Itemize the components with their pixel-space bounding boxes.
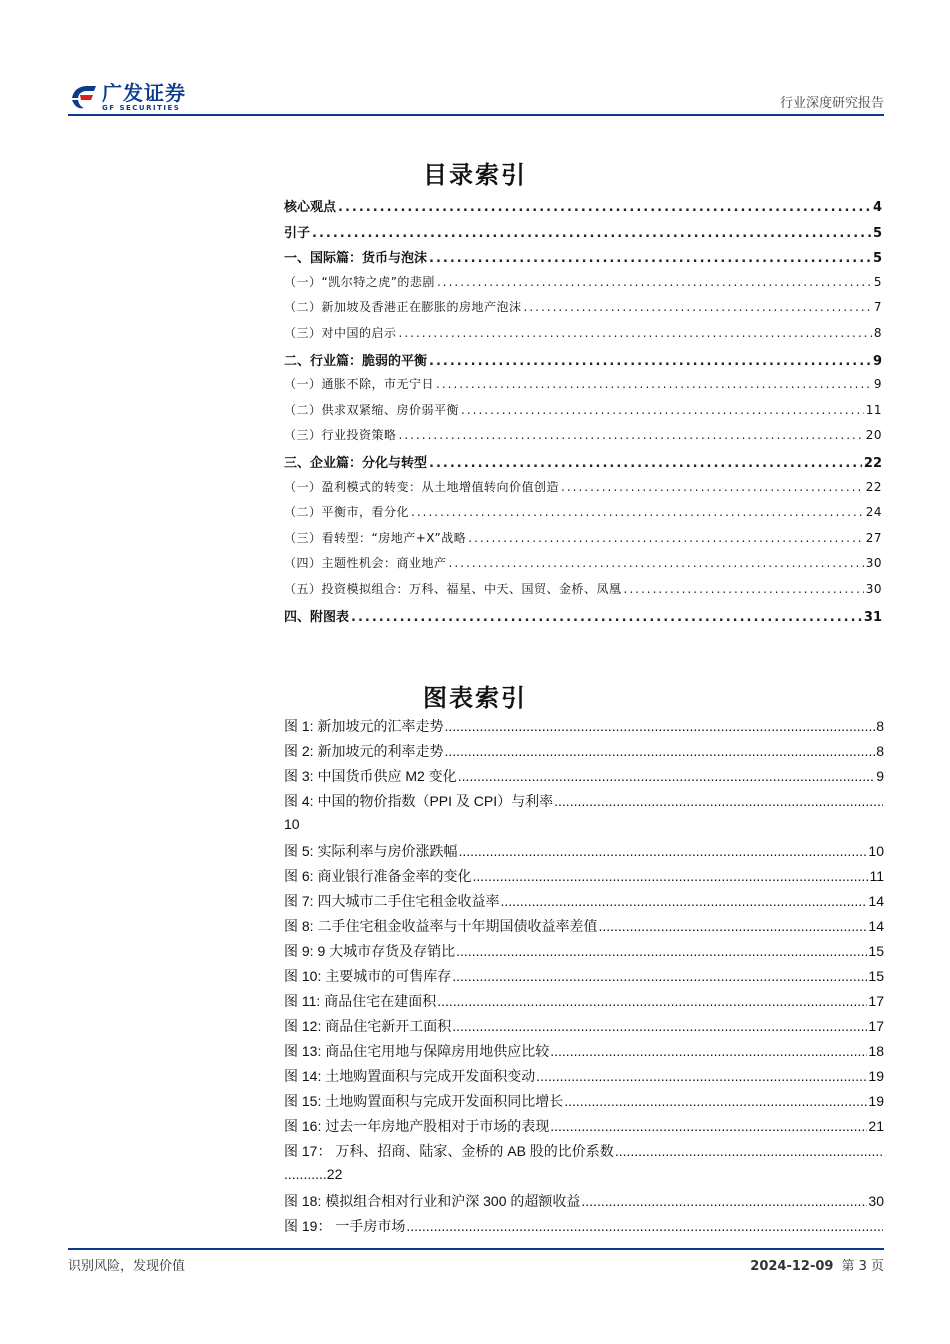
toc-leader-dots xyxy=(429,251,871,266)
toc-leader-dots xyxy=(468,531,863,545)
figure-leader-dots xyxy=(437,993,867,1009)
toc-entry-page: 24 xyxy=(865,505,882,520)
figure-entry[interactable] xyxy=(284,841,884,866)
footer-date: 2024-12-09 xyxy=(750,1259,834,1274)
toc-entry-page: 7 xyxy=(873,300,882,315)
figure-entry[interactable] xyxy=(284,1116,884,1141)
figure-leader-dots xyxy=(452,968,867,984)
toc-entry-page: 9 xyxy=(873,377,882,392)
figure-leader-dots xyxy=(444,743,875,759)
figure-entry[interactable] xyxy=(284,766,884,791)
toc-entry-page: 5 xyxy=(872,225,882,241)
toc-entry[interactable] xyxy=(284,298,882,324)
figure-leader-dots xyxy=(615,1143,883,1159)
figure-entry-title: 图 1: 新加坡元的汇率走势 xyxy=(284,718,444,734)
gf-logo-icon xyxy=(68,82,98,112)
footer-page-info xyxy=(750,1255,884,1274)
toc-leader-dots xyxy=(399,326,872,340)
toc-entry-page: 4 xyxy=(872,200,882,215)
toc-entry-page: 22 xyxy=(863,455,882,471)
toc-entry[interactable] xyxy=(284,247,882,273)
header-divider xyxy=(68,114,884,116)
figure-entry-title: 图 15: 土地购置面积与完成开发面积同比增长 xyxy=(284,1093,564,1109)
figure-entry[interactable] xyxy=(284,966,884,991)
toc-entry[interactable] xyxy=(284,324,882,350)
figure-entry-page: 30 xyxy=(868,1193,884,1209)
figure-entry[interactable] xyxy=(284,1191,884,1216)
figure-entry-title: 图 14: 土地购置面积与完成开发面积变动 xyxy=(284,1068,536,1084)
toc-leader-dots xyxy=(312,226,871,241)
company-logo xyxy=(68,80,186,114)
toc-entry-page: 8 xyxy=(873,325,882,340)
figure-entry-page: 21 xyxy=(868,1118,884,1134)
footer-slogan: 识别风险，发现价值 xyxy=(68,1259,186,1274)
table-of-contents xyxy=(284,196,882,631)
figure-entry[interactable] xyxy=(284,716,884,741)
footer-divider xyxy=(68,1248,884,1250)
toc-leader-dots xyxy=(624,582,864,596)
figure-entry-title: 图 10: 主要城市的可售库存 xyxy=(284,968,452,984)
toc-entry-title: 三、企业篇：分化与转型 xyxy=(284,455,428,471)
toc-entry[interactable] xyxy=(284,580,882,606)
toc-entry[interactable] xyxy=(284,606,882,632)
figure-entry-title: 图 5: 实际利率与房价涨跌幅 xyxy=(284,843,458,859)
footer-page-number: 第 3 页 xyxy=(841,1259,884,1274)
figure-leader-dots xyxy=(550,1118,867,1134)
toc-entry-title: 一、国际篇：货币与泡沫 xyxy=(284,251,428,267)
figure-index-heading: 图表索引 xyxy=(423,683,527,712)
figure-entry[interactable] xyxy=(284,891,884,916)
toc-entry-title: （三）行业投资策略 xyxy=(284,428,397,443)
figure-entry-continued-page: 10 xyxy=(284,816,300,832)
toc-leader-dots xyxy=(429,456,862,471)
figure-leader-dots xyxy=(598,918,867,934)
figure-leader-dots xyxy=(581,1193,867,1209)
figure-entry-title: 图 6: 商业银行准备金率的变化 xyxy=(284,868,472,884)
figure-leader-dots xyxy=(452,1018,867,1034)
toc-entry-title: （一）通胀不除，市无宁日 xyxy=(284,377,435,392)
toc-entry[interactable] xyxy=(284,554,882,580)
toc-entry[interactable] xyxy=(284,503,882,529)
toc-entry-page: 30 xyxy=(865,556,882,571)
toc-entry-title: （一）盈利模式的转变：从土地增值转向价值创造 xyxy=(284,479,560,494)
toc-entry-page: 22 xyxy=(865,479,882,494)
figure-leader-dots xyxy=(472,868,868,884)
toc-leader-dots xyxy=(449,556,864,570)
figure-leader-dots xyxy=(458,768,876,784)
figure-leader-dots xyxy=(500,893,867,909)
figure-entry-title: 图 16: 过去一年房地产股相对于市场的表现 xyxy=(284,1118,550,1134)
toc-entry-title: （一）“凯尔特之虎”的悲剧 xyxy=(284,274,435,289)
toc-entry-title: （五）投资模拟组合：万科、福星、中天、国贸、金桥、凤凰 xyxy=(284,581,622,596)
figure-entry-title: 图 4: 中国的物价指数（PPI 及 CPI）与利率 xyxy=(284,793,554,809)
figure-entry[interactable] xyxy=(284,916,884,941)
figure-entry-title: 图 2: 新加坡元的利率走势 xyxy=(284,743,444,759)
figure-leader-dots xyxy=(456,943,867,959)
logo-chinese-text: 广发证券 xyxy=(102,81,186,105)
toc-entry-title: （二）平衡市，看分化 xyxy=(284,505,410,520)
toc-entry[interactable] xyxy=(284,273,882,299)
toc-entry[interactable] xyxy=(284,196,882,222)
toc-entry-page: 20 xyxy=(865,428,882,443)
toc-entry[interactable] xyxy=(284,478,882,504)
figure-entry-page: 19 xyxy=(868,1093,884,1109)
figure-entry-page: 15 xyxy=(868,943,884,959)
figure-entry-page: 17 xyxy=(868,1018,884,1034)
toc-entry-page: 5 xyxy=(872,251,882,267)
figure-entry-page: 9 xyxy=(876,768,884,784)
figure-leader-dots xyxy=(458,843,867,859)
toc-leader-dots xyxy=(411,505,864,519)
figure-leader-dots xyxy=(406,1218,883,1234)
toc-leader-dots xyxy=(437,275,872,289)
figure-entry-title: 图 7: 四大城市二手住宅租金收益率 xyxy=(284,893,500,909)
figure-entry[interactable] xyxy=(284,1016,884,1041)
figure-entry-page: 18 xyxy=(868,1043,884,1059)
figure-entry[interactable] xyxy=(284,941,884,966)
toc-entry-page: 5 xyxy=(873,274,882,289)
figure-entry[interactable] xyxy=(284,1091,884,1116)
toc-entry[interactable] xyxy=(284,452,882,478)
toc-entry[interactable] xyxy=(284,529,882,555)
toc-entry-title: （四）主题性机会：商业地产 xyxy=(284,556,447,571)
toc-entry-title: （二）新加坡及香港正在膨胀的房地产泡沫 xyxy=(284,300,522,315)
figure-entry-title: 图 19： 一手房市场 xyxy=(284,1218,406,1234)
figure-entry-page: 17 xyxy=(868,993,884,1009)
toc-entry[interactable] xyxy=(284,401,882,427)
toc-entry-title: （二）供求双紧缩、房价弱平衡 xyxy=(284,402,460,417)
toc-heading: 目录索引 xyxy=(423,160,527,189)
figure-entry-continued-page: ...........22 xyxy=(284,1166,343,1182)
figure-entry-page: 14 xyxy=(868,918,884,934)
figure-entry-page: 8 xyxy=(876,743,884,759)
toc-leader-dots xyxy=(561,480,864,494)
figure-entry-page: 8 xyxy=(876,718,884,734)
figure-leader-dots xyxy=(550,1043,867,1059)
page-header xyxy=(68,74,884,116)
figure-entry-title: 图 18: 模拟组合相对行业和沪深 300 的超额收益 xyxy=(284,1193,581,1209)
figure-entry[interactable] xyxy=(284,866,884,891)
toc-entry[interactable] xyxy=(284,350,882,376)
toc-leader-dots xyxy=(429,354,871,369)
toc-entry[interactable] xyxy=(284,222,882,248)
toc-entry-page: 9 xyxy=(872,353,882,369)
toc-entry[interactable] xyxy=(284,375,882,401)
figure-index xyxy=(284,716,884,1241)
figure-leader-dots xyxy=(444,718,875,734)
figure-entry[interactable] xyxy=(284,991,884,1016)
toc-entry-page: 31 xyxy=(863,609,882,625)
logo-english-text: GF SECURITIES xyxy=(102,104,181,112)
figure-entry-title: 图 17： 万科、招商、陆家、金桥的 AB 股的比价系数 xyxy=(284,1143,614,1159)
toc-entry-title: 核心观点 xyxy=(284,200,337,215)
figure-leader-dots xyxy=(564,1093,867,1109)
toc-leader-dots xyxy=(338,200,871,215)
figure-entry-page: 11 xyxy=(869,868,884,884)
figure-entry-title: 图 9: 9 大城市存货及存销比 xyxy=(284,943,456,959)
figure-entry-title: 图 11: 商品住宅在建面积 xyxy=(284,993,437,1009)
toc-leader-dots xyxy=(351,610,862,625)
toc-leader-dots xyxy=(399,428,864,442)
figure-entry[interactable] xyxy=(284,741,884,766)
toc-leader-dots xyxy=(436,377,872,391)
toc-entry[interactable] xyxy=(284,426,882,452)
figure-entry[interactable] xyxy=(284,1066,884,1091)
figure-entry-page: 14 xyxy=(868,893,884,909)
figure-entry[interactable] xyxy=(284,791,884,816)
report-type-label: 行业深度研究报告 xyxy=(779,96,884,111)
toc-entry-page: 30 xyxy=(865,581,882,596)
figure-entry-page: 10 xyxy=(868,843,884,859)
figure-entry-title: 图 12: 商品住宅新开工面积 xyxy=(284,1018,452,1034)
figure-leader-dots xyxy=(554,793,883,809)
toc-leader-dots xyxy=(524,300,872,314)
toc-entry-title: 引子 xyxy=(284,225,311,241)
figure-entry[interactable] xyxy=(284,1141,884,1166)
figure-entry[interactable] xyxy=(284,1041,884,1066)
toc-entry-title: 二、行业篇：脆弱的平衡 xyxy=(284,353,428,369)
figure-entry-page: 19 xyxy=(868,1068,884,1084)
toc-leader-dots xyxy=(461,403,864,417)
toc-entry-title: （三）看转型：“房地产+X”战略 xyxy=(284,530,467,545)
toc-entry-page: 27 xyxy=(865,530,882,545)
toc-entry-title: 四、附图表 xyxy=(284,609,350,625)
figure-entry[interactable] xyxy=(284,1216,884,1241)
figure-entry-page: 15 xyxy=(868,968,884,984)
figure-entry-title: 图 13: 商品住宅用地与保障房用地供应比较 xyxy=(284,1043,550,1059)
figure-entry-title: 图 3: 中国货币供应 M2 变化 xyxy=(284,768,457,784)
toc-entry-title: （三）对中国的启示 xyxy=(284,325,397,340)
figure-leader-dots xyxy=(536,1068,867,1084)
figure-entry-title: 图 8: 二手住宅租金收益率与十年期国债收益率差值 xyxy=(284,918,598,934)
toc-entry-page: 11 xyxy=(865,402,882,417)
